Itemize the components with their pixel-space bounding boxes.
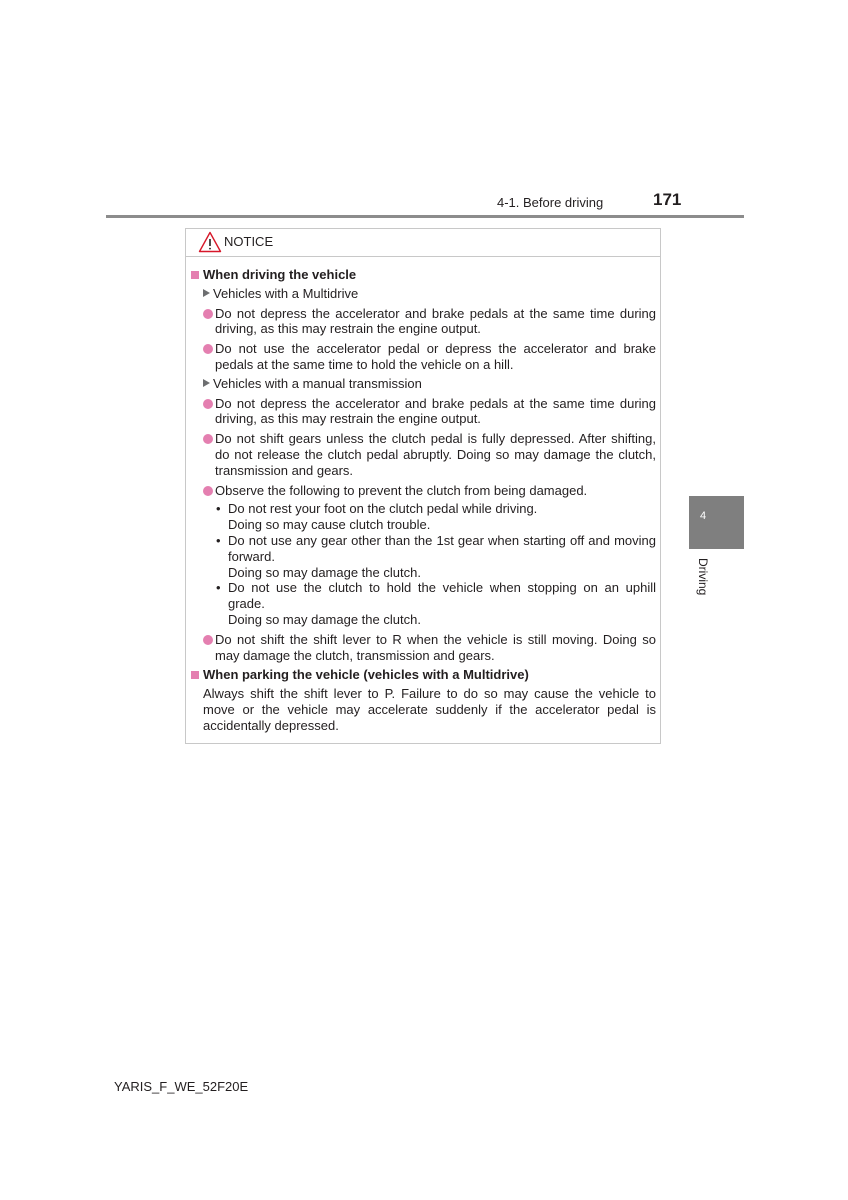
circle-bullet-icon [203, 486, 213, 496]
square-bullet-icon [191, 271, 199, 279]
circle-bullet-icon [203, 434, 213, 444]
list-item: Do not shift gears unless the clutch pedal is fully depressed. After shifting, do not release the clutch pedal abruptly. Doing so may damage the clutch, transmission and gears. [203, 431, 656, 478]
list-item: Do not depress the accelerator and brake pedals at the same time during driving, as this may restrain the engine output. [203, 396, 656, 428]
subheading: Vehicles with a Multidrive [203, 286, 656, 302]
triangle-marker-icon [203, 379, 210, 387]
subheading: Vehicles with a manual transmission [203, 376, 656, 392]
circle-bullet-icon [203, 309, 213, 319]
notice-label: NOTICE [224, 234, 274, 249]
notice-box [185, 228, 661, 744]
section-paragraph: Always shift the shift lever to P. Failure to do so may cause the vehicle to move or the vehicle may accelerate suddenly if the accelerator pedal is accidentally depressed. [203, 686, 656, 733]
list-item: Observe the following to prevent the clutch from being damaged. [203, 483, 656, 499]
warning-triangle-icon [198, 231, 222, 253]
header-divider [106, 215, 744, 218]
triangle-marker-icon [203, 289, 210, 297]
square-bullet-icon [191, 671, 199, 679]
circle-bullet-icon [203, 399, 213, 409]
minor-list-item: • Do not rest your foot on the clutch pedal while driving. Doing so may cause clutch trouble. [216, 501, 538, 533]
minor-list-item: • Do not use any gear other than the 1st gear when starting off and moving forward. Doing so may damage the clutch. [216, 532, 656, 580]
chapter-label: Driving [696, 558, 710, 596]
page-number: 171 [653, 190, 682, 209]
list-item: Do not use the accelerator pedal or depress the accelerator and brake pedals at the same time to hold the vehicle on a hill. [203, 341, 656, 373]
minor-list [216, 501, 656, 627]
document-code: YARIS_F_WE_52F20E [114, 1079, 249, 1094]
chapter-number: 4 [699, 510, 707, 522]
notice-content [190, 265, 656, 734]
list-item: Do not depress the accelerator and brake pedals at the same time during driving, as this may restrain the engine output. [203, 306, 656, 338]
minor-list-item: • Do not use the clutch to hold the vehicle when stopping on an uphill grade. Doing so may damage the clutch. [216, 580, 656, 627]
chapter-tab[interactable] [689, 496, 744, 549]
section-heading: When driving the vehicle [190, 267, 656, 283]
notice-header [186, 229, 660, 257]
circle-bullet-icon [203, 344, 213, 354]
list-item: Do not shift the shift lever to R when the vehicle is still moving. Doing so may damage the clutch, transmission and gears. [203, 632, 656, 664]
section-title: 4-1. Before driving [497, 195, 604, 210]
circle-bullet-icon [203, 635, 213, 645]
section-heading: When parking the vehicle (vehicles with a Multidrive) [190, 667, 656, 683]
